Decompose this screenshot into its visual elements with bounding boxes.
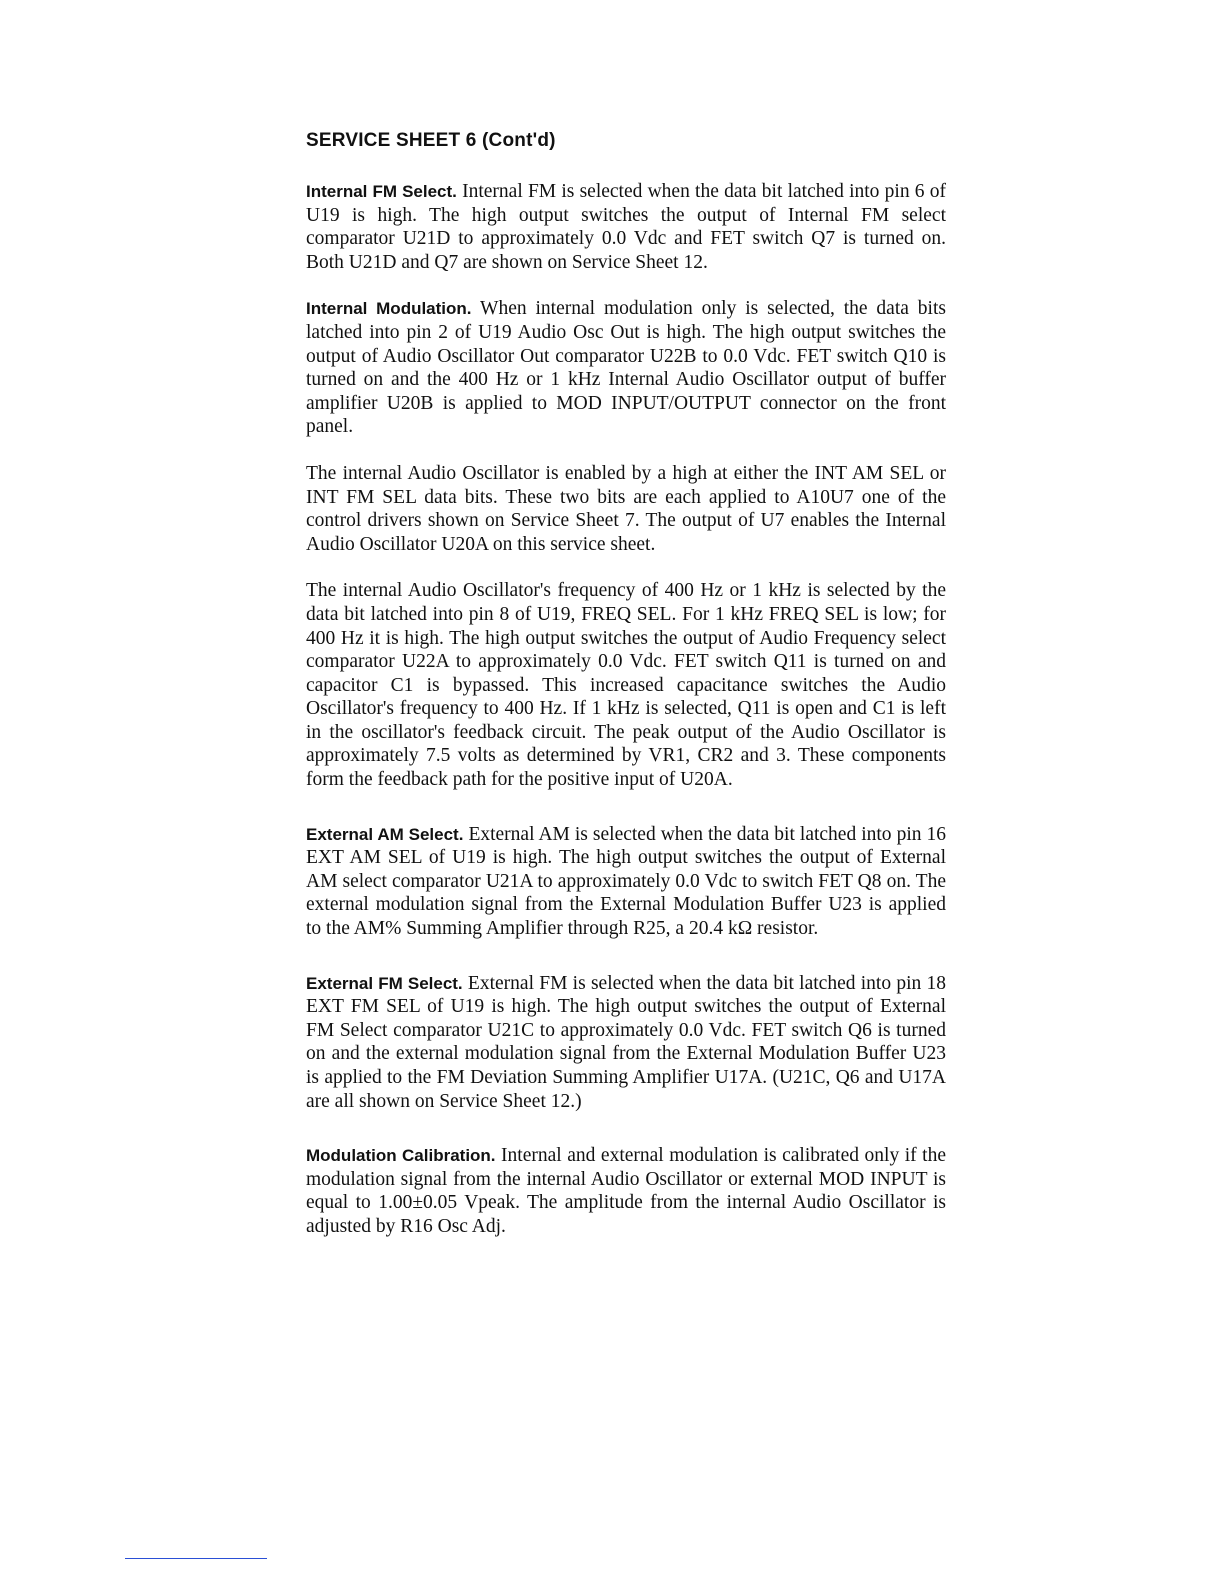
heading-internal-fm-select: Internal FM Select. <box>306 182 457 201</box>
paragraph-modulation-calibration <box>306 1144 946 1238</box>
paragraph-internal-modulation <box>306 297 946 439</box>
footnote-divider <box>125 1558 267 1559</box>
heading-internal-modulation: Internal Modulation. <box>306 299 472 319</box>
paragraph-external-fm-select <box>306 972 946 1114</box>
heading-modulation-calibration: Modulation Calibration. <box>306 1146 496 1166</box>
body-modulation-calibration: Internal and external modulation is calibrated only if the modulation signal from the internal Audio Oscillator or external MOD INPUT is equal to 1.00±0.05 Vpeak. The amplitude from the internal Audio Oscillator is adjusted by R16 Osc Adj. <box>306 1145 946 1237</box>
body-internal-modulation: When internal modulation only is selected, the data bits latched into pin 2 of U19 Audio Osc Out is high. The high output switches the output of Audio Oscillator Out comparator U22B to 0.0 Vdc. FET switch Q10 is turned on and the 400 Hz or 1 kHz Internal Audio Oscillator output of buffer amplifier U20B is applied to MOD INPUT/OUTPUT connector on the front panel. <box>306 298 946 438</box>
service-sheet-page <box>306 130 946 1239</box>
body-audio-oscillator-frequency: The internal Audio Oscillator's frequency of 400 Hz or 1 kHz is selected by the data bit latched into pin 8 of U19, FREQ SEL. For 1 kHz FREQ SEL is low; for 400 Hz it is high. The high output switches the output of Audio Frequency select comparator U22A to approximately 0.0 Vdc. FET switch Q11 is turned on and capacitor C1 is bypassed. This increased capacitance switches the Audio Oscillator's frequency to 400 Hz. If 1 kHz is selected, Q11 is open and C1 is left in the oscillator's feedback circuit. The peak output of the Audio Oscillator is approximately 7.5 volts as determined by VR1, CR2 and 3. These components form the feedback path for the positive input of U20A. <box>306 580 946 791</box>
body-internal-fm-select: Internal FM is selected when the data bit latched into pin 6 of U19 is high. The high output switches the output of Internal FM select comparator U21D to approximately 0.0 Vdc and FET switch Q7 is turned on. Both U21D and Q7 are shown on Service Sheet 12. <box>306 181 946 273</box>
page-title: SERVICE SHEET 6 (Cont'd) <box>306 130 556 151</box>
heading-external-fm-select: External FM Select. <box>306 973 463 993</box>
paragraph-audio-oscillator-frequency <box>306 579 946 791</box>
paragraph-internal-fm-select <box>306 180 946 274</box>
paragraph-audio-oscillator-enable <box>306 462 946 556</box>
paragraph-external-am-select <box>306 823 946 941</box>
heading-external-am-select: External AM Select. <box>306 824 464 844</box>
body-audio-oscillator-enable: The internal Audio Oscillator is enabled by a high at either the INT AM SEL or INT FM SEL data bits. These two bits are each applied to A10U7 one of the control drivers shown on Service Sheet 7. The output of U7 enables the Internal Audio Oscillator U20A on this service sheet. <box>306 462 946 555</box>
body-external-am-select: External AM is selected when the data bit latched into pin 16 EXT AM SEL of U19 is high. The high output switches the output of External AM select comparator U21A to approximately 0.0 Vdc to switch FET Q8 on. The external modulation signal from the External Modulation Buffer U23 is applied to the AM% Summing Amplifier through R25, a 20.4 kΩ resistor. <box>306 823 946 940</box>
body-external-fm-select: External FM is selected when the data bit latched into pin 18 EXT FM SEL of U19 is high. The high output switches the output of External FM Select comparator U21C to approximately 0.0 Vdc. FET switch Q6 is turned on and the external modulation signal from the External Modulation Buffer U23 is applied to the FM Deviation Summing Amplifier U17A. (U21C, Q6 and U17A are all shown on Service Sheet 12.) <box>306 972 947 1112</box>
